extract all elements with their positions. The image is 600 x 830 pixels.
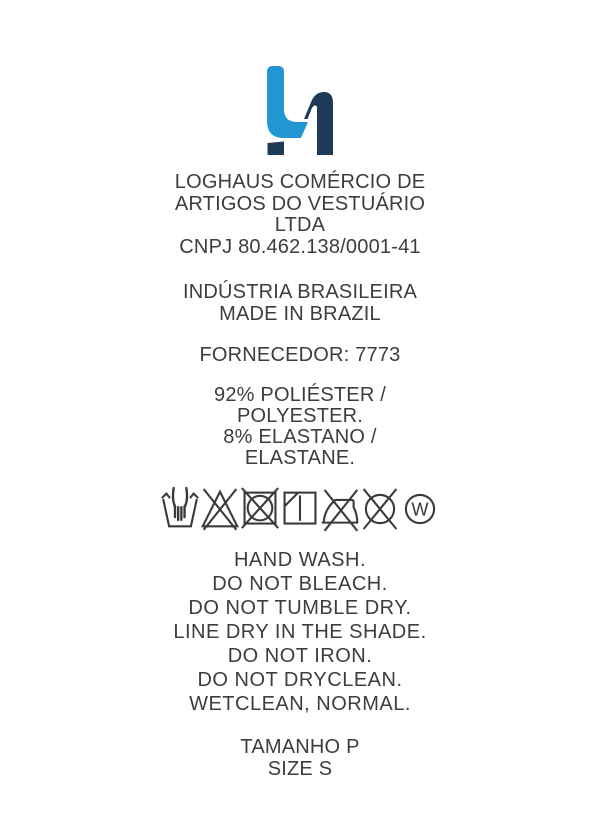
care-instruction-line: DO NOT BLEACH. <box>212 573 388 595</box>
care-instructions-block <box>173 548 426 716</box>
size-block <box>240 736 359 780</box>
composition-line: 8% ELASTANO / <box>223 426 377 448</box>
wetclean-letter: W <box>411 499 429 520</box>
composition-block <box>214 385 386 469</box>
composition-line: 92% POLIÉSTER / <box>214 384 386 406</box>
origin-line-en: MADE IN BRAZIL <box>219 302 381 325</box>
origin-line-pt: INDÚSTRIA BRASILEIRA <box>182 281 418 303</box>
care-instruction-line: HAND WASH. <box>233 549 367 571</box>
company-cnpj: CNPJ 80.462.138/0001-41 <box>179 235 421 258</box>
do-not-iron-icon <box>320 485 360 533</box>
care-instruction-line: DO NOT TUMBLE DRY. <box>188 597 412 619</box>
care-instruction-line: WETCLEAN, NORMAL. <box>189 693 411 715</box>
composition-line: ELASTANE. <box>244 447 356 469</box>
origin-block <box>183 282 417 325</box>
size-line-en: SIZE S <box>267 758 333 780</box>
line-dry-in-shade-icon <box>280 485 320 533</box>
do-not-bleach-icon <box>200 485 240 533</box>
brand-logo <box>263 62 337 160</box>
company-name-line3: LTDA <box>274 214 326 236</box>
company-block <box>175 172 426 258</box>
do-not-dryclean-icon <box>360 485 400 533</box>
hand-wash-icon <box>160 485 200 533</box>
wetclean-icon <box>400 485 440 533</box>
care-instruction-line: DO NOT IRON. <box>227 645 373 667</box>
supplier-line: FORNECEDOR: 7773 <box>199 344 401 366</box>
care-symbols-row <box>160 482 440 536</box>
composition-line: POLYESTER. <box>236 405 364 427</box>
do-not-tumble-dry-icon <box>240 485 280 533</box>
care-instruction-line: LINE DRY IN THE SHADE. <box>173 621 427 643</box>
care-instruction-line: DO NOT DRYCLEAN. <box>197 669 403 691</box>
loghaus-h-logo-icon <box>263 62 337 159</box>
company-name-line2: ARTIGOS DO VESTUÁRIO <box>174 192 426 215</box>
company-name-line1: LOGHAUS COMÉRCIO DE <box>174 171 426 193</box>
size-line-pt: TAMANHO P <box>240 736 360 758</box>
